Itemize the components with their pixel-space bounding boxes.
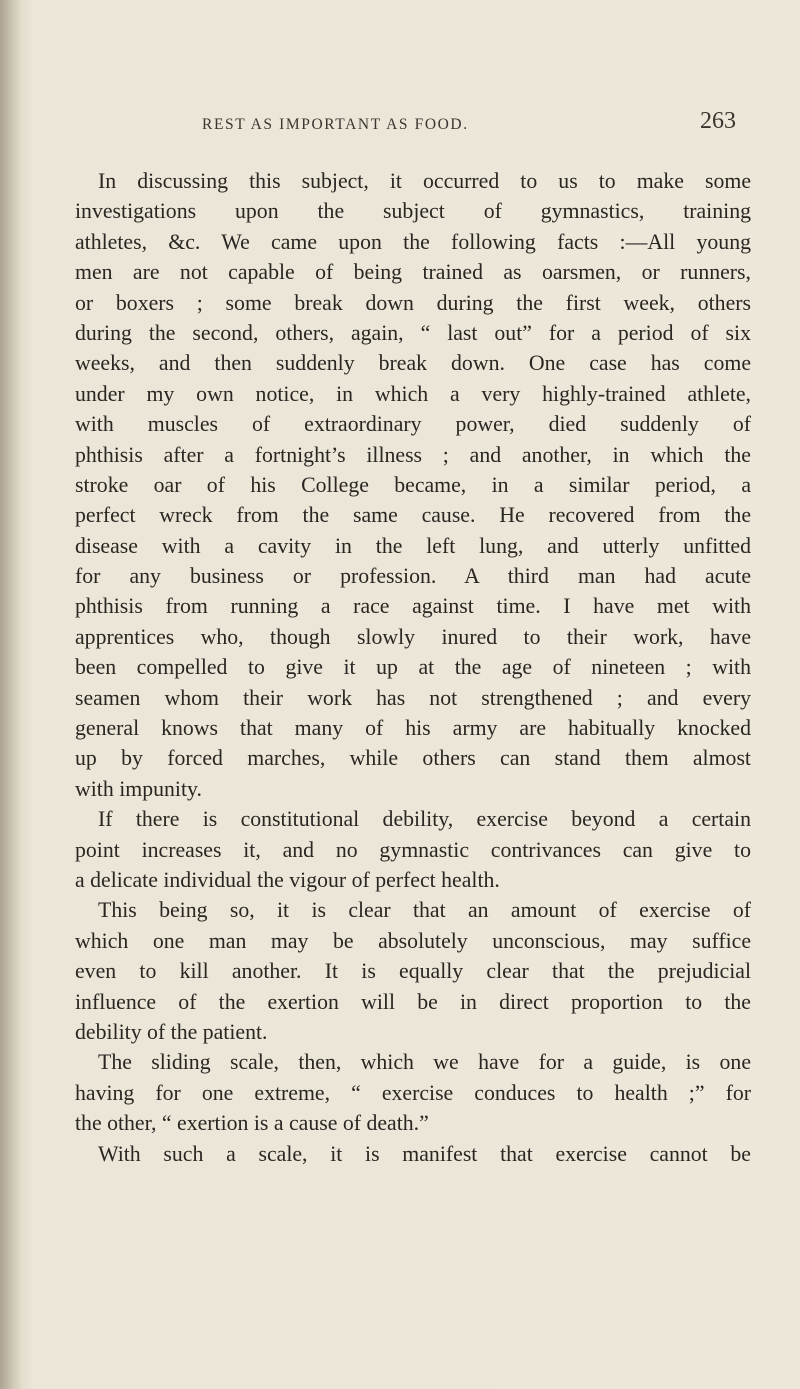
text-line: with muscles of extraordinary power, died suddenly of bbox=[75, 412, 751, 437]
text-line: perfect wreck from the same cause. He recovered from the bbox=[75, 503, 751, 528]
text-line: athletes, &c. We came upon the following facts :—All young bbox=[75, 229, 751, 254]
body-text bbox=[75, 166, 751, 1169]
text-line: disease with a cavity in the left lung, and utterly unfitted bbox=[75, 533, 751, 558]
text-line: stroke oar of his College became, in a similar period, a bbox=[75, 472, 751, 497]
binding-shadow bbox=[0, 0, 22, 1389]
text-line: influence of the exertion will be in direct proportion to the bbox=[75, 989, 751, 1014]
text-line: apprentices who, though slowly inured to their work, have bbox=[75, 624, 751, 649]
text-line: In discussing this subject, it occurred to us to make some bbox=[98, 169, 751, 193]
text-line: with impunity. bbox=[75, 776, 202, 801]
text-line: investigations upon the subject of gymnastics, training bbox=[75, 199, 751, 224]
text-line: general knows that many of his army are habitually knocked bbox=[75, 716, 751, 741]
text-line: phthisis after a fortnight’s illness ; and another, in which the bbox=[75, 442, 751, 467]
text-line: This being so, it is clear that an amount of exercise of bbox=[98, 898, 751, 923]
text-line: or boxers ; some break down during the first week, others bbox=[75, 290, 751, 315]
text-line: a delicate individual the vigour of perfect health. bbox=[75, 867, 500, 892]
page-number: 263 bbox=[700, 108, 736, 134]
text-line: men are not capable of being trained as oarsmen, or runners, bbox=[75, 260, 751, 285]
text-line: up by forced marches, while others can stand them almost bbox=[75, 746, 751, 771]
text-line: the other, “ exertion is a cause of death.” bbox=[75, 1111, 429, 1136]
text-line: which one man may be absolutely unconscious, may suffice bbox=[75, 928, 751, 953]
text-line: phthisis from running a race against time. I have met with bbox=[75, 594, 751, 619]
text-line: With such a scale, it is manifest that exercise cannot be bbox=[98, 1141, 751, 1166]
text-line: The sliding scale, then, which we have for a guide, is one bbox=[98, 1050, 751, 1075]
text-line: having for one extreme, “ exercise conduces to health ;” for bbox=[75, 1080, 751, 1105]
text-line: debility of the patient. bbox=[75, 1019, 268, 1044]
text-line: even to kill another. It is equally clear that the prejudicial bbox=[75, 959, 751, 984]
text-line: during the second, others, again, “ last out” for a period of six bbox=[75, 320, 751, 345]
text-line: for any business or profession. A third man had acute bbox=[75, 564, 751, 589]
text-line: point increases it, and no gymnastic contrivances can give to bbox=[75, 837, 751, 862]
text-line: seamen whom their work has not strengthened ; and every bbox=[75, 685, 751, 710]
running-title: REST AS IMPORTANT AS FOOD. bbox=[202, 116, 469, 133]
running-head bbox=[90, 106, 740, 136]
text-line: under my own notice, in which a very highly-trained athlete, bbox=[75, 381, 751, 406]
text-line: weeks, and then suddenly break down. One case has come bbox=[75, 351, 751, 376]
text-line: been compelled to give it up at the age of nineteen ; with bbox=[75, 655, 751, 680]
text-line: If there is constitutional debility, exercise beyond a certain bbox=[98, 807, 751, 832]
